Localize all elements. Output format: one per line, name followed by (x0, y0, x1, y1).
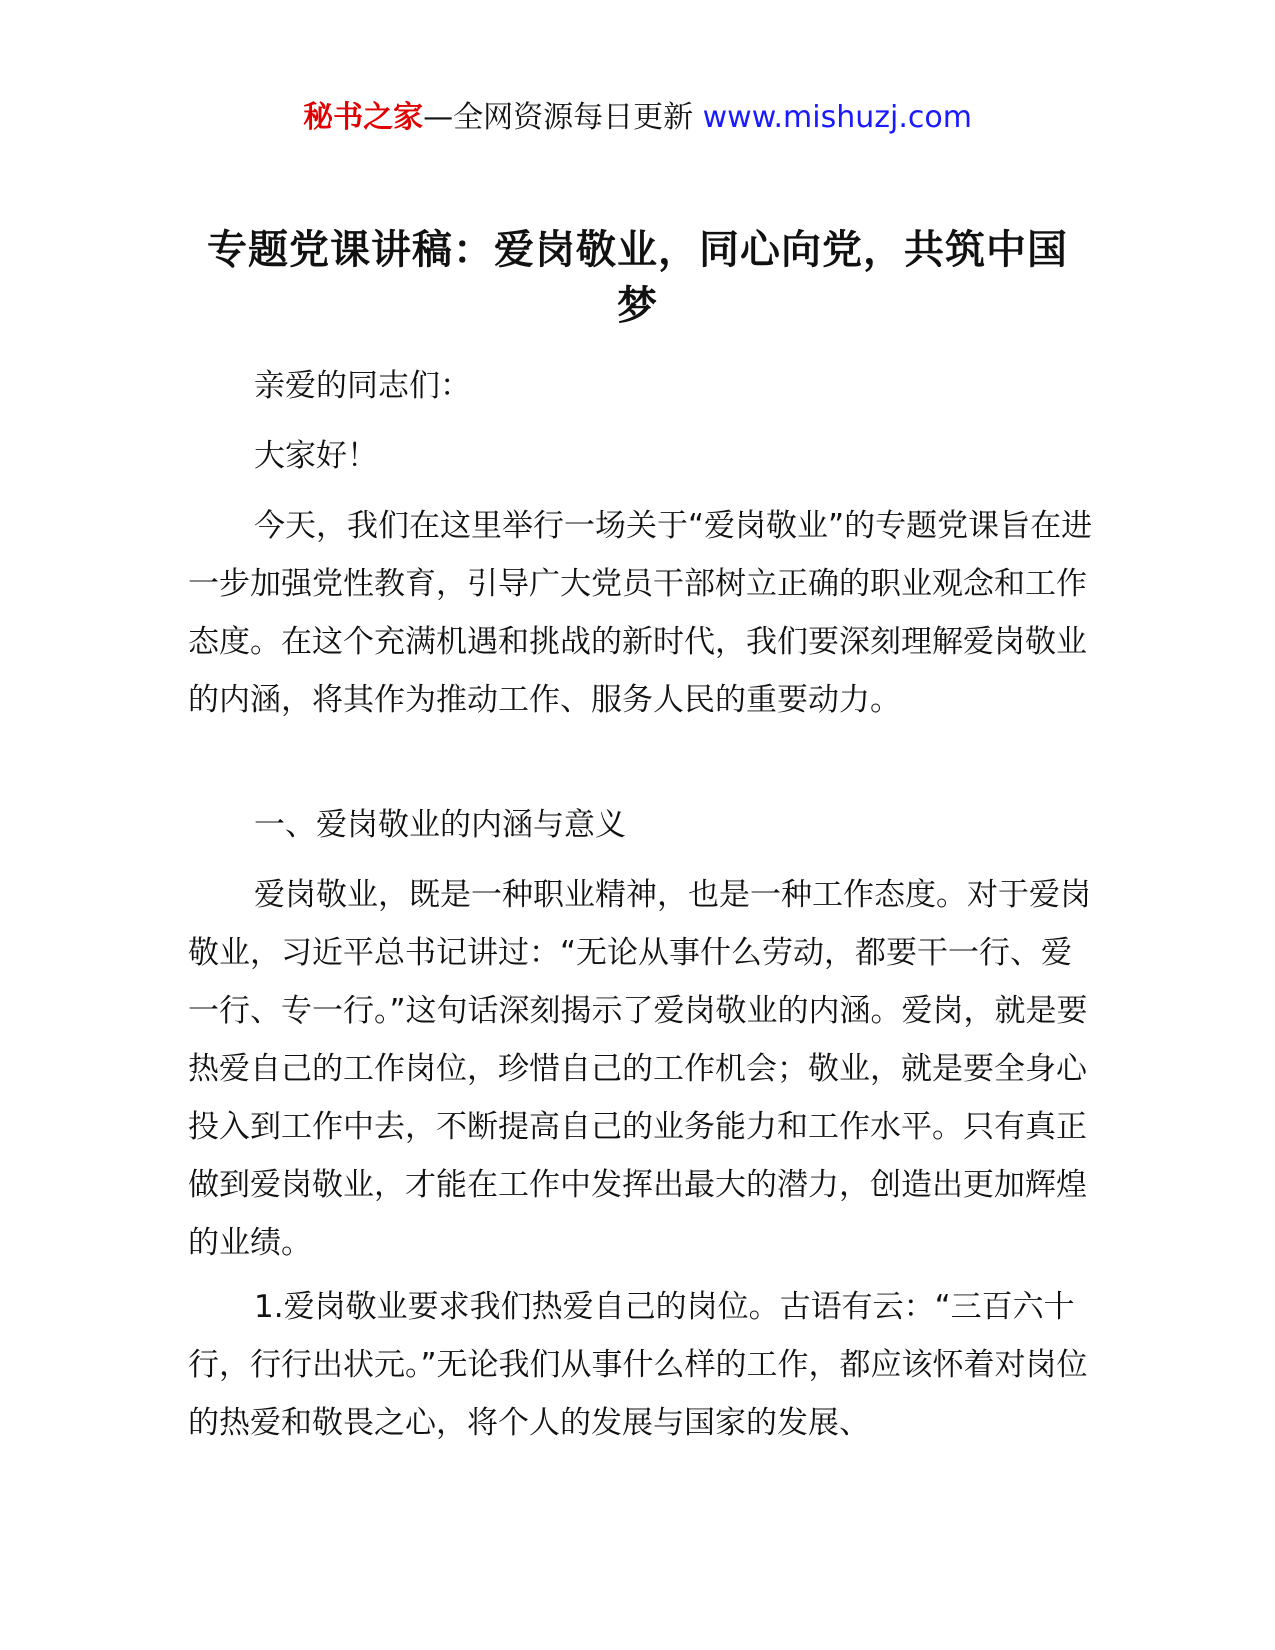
header-tagline: —全网资源每日更新 (423, 100, 694, 135)
body-paragraph: 爱岗敬业，既是一种职业精神，也是一种工作态度。对于爱岗敬业，习近平总书记讲过：“无论从事什么劳动，都要干一行、爱一行、专一行。”这句话深刻揭示了爱岗敬业的内涵。爱岗，就是要热爱自己的工作岗位，珍惜自己的工作机会；敬业，就是要全身心投入到工作中去，不断提高自己的业务能力和工作水平。只有真正做到爱岗敬业，才能在工作中发挥出最大的潜力，创造出更加辉煌的业绩。 (188, 877, 1091, 1261)
document-title: 专题党课讲稿：爱岗敬业，同心向党，共筑中国梦 (207, 227, 1068, 329)
site-url-link[interactable]: www.mishuzj.com (702, 100, 972, 135)
salutation: 亲爱的同志们： (254, 368, 471, 404)
intro-paragraph: 今天，我们在这里举行一场关于“爱岗敬业”的专题党课旨在进一步加强党性教育，引导广大党员干部树立正确的职业观念和工作态度。在这个充满机遇和挑战的新时代，我们要深刻理解爱岗敬业的内涵，将其作为推动工作、服务人民的重要动力。 (188, 508, 1093, 718)
brand-name: 秘书之家 (303, 100, 424, 135)
section-heading: 一、爱岗敬业的内涵与意义 (254, 807, 626, 843)
body-paragraph: 1.爱岗敬业要求我们热爱自己的岗位。古语有云：“三百六十行，行行出状元。”无论我们从事什么样的工作，都应该怀着对岗位的热爱和敬畏之心，将个人的发展与国家的发展、 (188, 1289, 1088, 1441)
greeting: 大家好！ (254, 438, 378, 474)
site-header (0, 98, 1275, 138)
